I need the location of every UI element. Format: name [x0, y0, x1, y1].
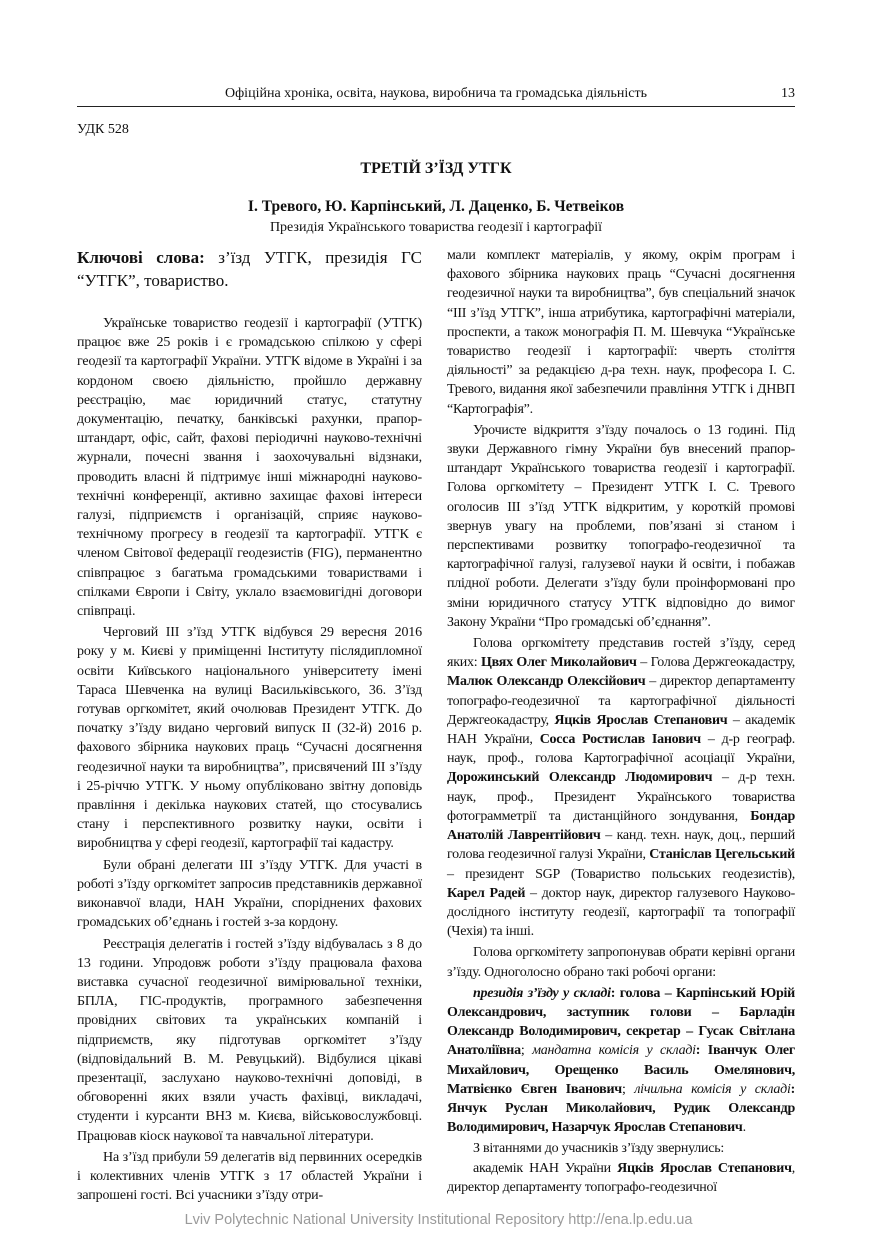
paragraph: [447, 421, 795, 632]
keywords: [77, 246, 422, 292]
bold-text: Карел Радей: [447, 885, 526, 901]
paragraph: [447, 1139, 795, 1158]
bold-text: Дорожинський Олександр Людомирович: [447, 770, 713, 786]
bold-text: Яцків Ярослав Степанович: [617, 1160, 792, 1176]
paragraph: [77, 1148, 422, 1206]
paragraph: [77, 856, 422, 933]
text-segment: Голова оргкомітету представив гостей з’їзду, серед яких:: [447, 636, 795, 671]
bold-text: Станіслав Цегельський: [649, 847, 796, 863]
text-segment: академік НАН України: [473, 1160, 618, 1176]
text-segment: З вітаннями до учасників з’їзду звернулись:: [473, 1141, 725, 1157]
text-segment: ;: [520, 1043, 533, 1059]
text-segment: – президент SGP (Товариство польських геодезистів),: [447, 866, 795, 882]
paragraph: [447, 246, 795, 419]
text-segment: мали комплект матеріалів, у якому, окрім програм і фахового збірника наукових праць “Сучасні досягнення геодезичної науки та виробництва”, був спеціальний значок “ІІІ з’їзд УТГК”, інша атрибутика, картографічні матеріали, проспекти, а також монографія П. М. Шевчука “Українське товариство геодезії і картографії: чверть століття діяльності” за редакцією д-ра техн. наук, професора І. С. Тревого, видання якої забезпечили правління УТГК і ДНВП “Картографія”.: [447, 248, 795, 417]
bold-text: : голова – Карпінський Юрій Олександрович, заступник голови – Барладін Олександр Володимирович, секретар – Гусак Світлана Анатоліївна: [447, 985, 796, 1059]
text-segment: ;: [621, 1081, 635, 1097]
paragraph: [77, 314, 422, 621]
author-affiliation: Президія Українського товариства геодезії і картографії: [269, 220, 603, 235]
text-segment: – канд. техн. наук, доц., перший голова геодезичної галузі України,: [447, 828, 795, 863]
keywords-label: Ключові слова:: [77, 248, 205, 267]
paragraph: [447, 984, 795, 1138]
text-segment: – директор департаменту топографо-геодезичної та картографічної діяльності Держгеокадастру,: [447, 674, 795, 728]
text-segment: – академік НАН України,: [447, 712, 796, 748]
text-segment: Були обрані делегати ІІІ з’їзду УТГК. Для участі в роботі з’їзду оргкомітет запросив представників державної виконавчої влади, НАН України, споріднених фахових громадських об’єднань і гостей з-за кордону.: [77, 857, 422, 931]
bold-text: Малюк Олександр Олексійович: [447, 674, 646, 690]
right-column: [447, 246, 795, 1199]
header-divider: [77, 106, 795, 107]
bold-text: Сосса Ростислав Іанович: [539, 732, 701, 748]
page-number: 13: [781, 86, 795, 101]
keywords-text: з’їзд УТГК, президія ГС “УТГК”, товариство.: [77, 248, 422, 290]
bold-text: : Янчук Руслан Миколайович, Рудик Олександр Володимирович, Назарчук Ярослав Степанович: [447, 1081, 796, 1136]
paragraph: [447, 943, 795, 981]
paragraph: [77, 623, 422, 853]
paragraph: [447, 1159, 795, 1197]
repository-footer: Lviv Polytechnic National University Institutional Repository http://ena.lp.edu.ua: [184, 1212, 693, 1228]
text-segment: Урочисте відкриття з’їзду почалось о 13 годині. Під звуки Державного гімну України був внесений прапор-штандарт Українського товариства геодезії і картографії. Голова оргкомітету – Президент УТГК І. С. Тревого оголосив ІІІ з’їзд УТГК відкритим, у короткій промові звернув увагу на проблеми, пов’язані зі станом і перспективами розвитку топографо-геодезичної та картографічної галузі, галузевої науки й освіти, і побажав плідної роботи. Делегати з’їзду були проінформовані про зміни юридичного статусу УТГК відповідно до вимог Закону України “Про громадські об’єднання”.: [447, 422, 795, 630]
italic-text: мандатна комісія у складі: [532, 1043, 696, 1059]
paragraph: [77, 935, 422, 1146]
text-segment: Українське товариство геодезії і картографії (УТГК) працює вже 25 років і є громадською спілкою у сфері геодезії та картографії України. УТГК відоме в Україні і за кордоном своєю діяльністю, пройшло державну реєстрацію, має юридичний статус, статутну документацію, печатку, банківські рахунки, прапор-штандарт, офіс, сайт, фахові періодичні науково-технічні журнали, почесні звання і заохочувальні відзнаки, проводить власні й підтримує інші міжнародні науково-технічні конференції, активно захищає фахові інтереси галузі, підприємств і організацій, сприяє науково-технічному прогресу в геодезії та картографії. УТГК є членом Світової федерації геодезистів (FIG), перманентно співпрацює з багатьма громадськими товариствами і спілками Європи і Світу, уклало взаємовигідні договори співпраці.: [77, 316, 422, 620]
bold-text: президія з’їзду у складі: [473, 985, 611, 1001]
text-segment: – д-р географ. наук, проф., голова Картографічної асоціації України,: [447, 732, 795, 767]
text-segment: .: [742, 1120, 746, 1136]
text-segment: , директор департаменту топографо-геодезичної: [447, 1160, 796, 1195]
bold-text: Бондар Анатолій Лаврентійович: [447, 808, 795, 844]
text-segment: Голова оргкомітету запропонував обрати керівні органи з’їзду. Одноголосно обрано такі робочі органи:: [447, 945, 795, 980]
text-segment: – д-р техн. наук, проф., Президент Українського товариства фотограмметрії та дистанційного зондування,: [447, 770, 795, 824]
bold-text: Цвях Олег Миколайович: [480, 655, 637, 671]
text-segment: Реєстрація делегатів і гостей з’їзду відбувалась з 8 до 13 години. Упродовж роботи з’їзду працювала фахова виставка сучасної геодезичної вимірювальної техніки, БПЛА, ГІС-продуктів, програмного забезпечення провідних світових та українських компаній і підприємств, яку підготував оргкомітет з’їзду (відповідальний В. М. Ревуцький). Відбулися цікаві презентації, заслухано науково-технічні доповіді, в обговоренні яких взяли участь фахівці, викладачі, студенти і курсанти ВНЗ м. Києва, військовослужбовці. Працював кіоск наукової та навчальної літератури.: [77, 936, 422, 1144]
bold-text: : Іванчук Олег Михайлович, Орещенко Василь Омелянович, Матвієнко Євген Іванович: [447, 1043, 795, 1097]
text-segment: – доктор наук, директор галузевого Науково-дослідного інституту геодезії, картографії та топографії (Чехія) та інші.: [447, 885, 795, 940]
text-segment: Черговий ІІІ з’їзд УТГК відбувся 29 вересня 2016 року у м. Києві у приміщенні Інституту післядипломної освіти Київського національного університету імені Тараса Шевченка на вулиці Васильківського, 36. З’їзд готував оргкомітет, який очолював Президент УТГК. До початку з’їзду видано черговий випуск ІІ (32-й) 2016 р. фахового збірника наукових праць “Сучасні досягнення геодезичної науки та виробництва”, присвячений ІІІ з’їзду і 25-річчю УТГК. У ньому опубліковано звітну доповідь правління і декілька наукових статей, що стосувались стану і перспективного розвитку науки, освіти і виробництва у сфері геодезії, картографії таі кадастру.: [77, 625, 422, 852]
running-header-title: Офіційна хроніка, освіта, наукова, виробнича та громадська діяльність: [225, 86, 647, 101]
text-segment: – Голова Держгеокадастру,: [636, 655, 795, 671]
udk-code: УДК 528: [77, 122, 129, 137]
article-authors: І. Тревого, Ю. Карпінський, Л. Даценко, Б. Четвеіков: [247, 198, 625, 215]
italic-text: лічильна комісія у складі: [634, 1081, 791, 1097]
text-segment: На з’їзд прибули 59 делегатів від первинних осередків і колективних членів УТГК з 17 областей України і запрошені гості. Всі учасники з’їзду отри-: [77, 1149, 422, 1204]
left-column: [77, 314, 422, 1207]
paragraph: [447, 634, 795, 941]
article-title: ТРЕТІЙ З’ЇЗД УТГК: [360, 160, 512, 177]
bold-text: Яцків Ярослав Степанович: [554, 712, 728, 728]
